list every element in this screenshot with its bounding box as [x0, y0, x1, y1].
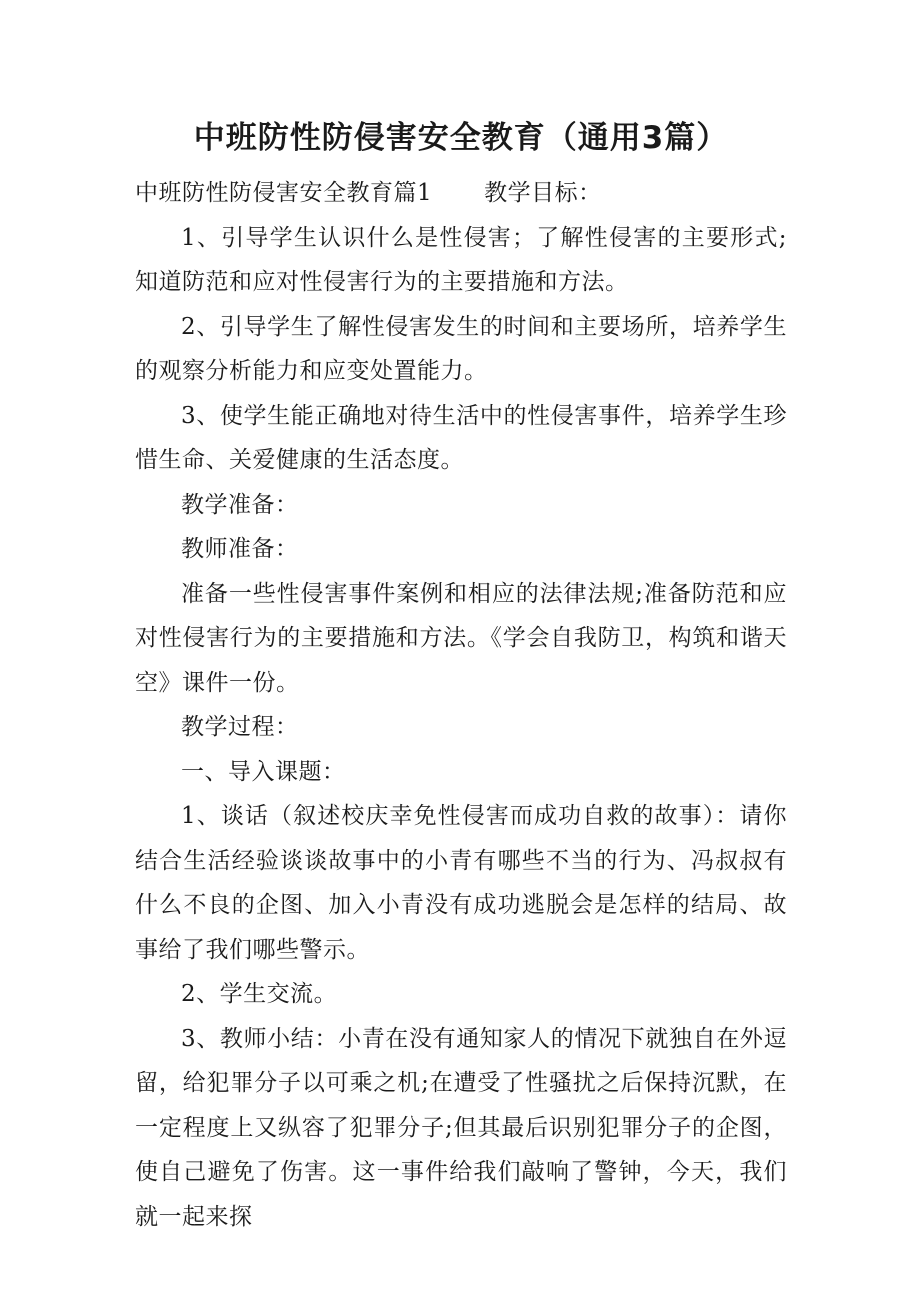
- objective-1: 1、引导学生认识什么是性侵害；了解性侵害的主要形式;知道防范和应对性侵害行为的主要措施和方法。: [135, 224, 787, 295]
- process-step-3: 3、教师小结：小青在没有通知家人的情况下就独自在外逗留，给犯罪分子以可乘之机;在遭受了性骚扰之后保持沉默，在一定程度上又纵容了犯罪分子;但其最后识别犯罪分子的企图，使自己避免了伤害。这一事件给我们敲响了警钟，今天，我们就一起来探: [135, 1025, 787, 1230]
- document-title: 中班防性防侵害安全教育（通用3篇）: [193, 120, 729, 156]
- document-body: [135, 171, 787, 1239]
- teaching-process-label: 教学过程：: [181, 714, 299, 740]
- section-heading: 中班防性防侵害安全教育篇1: [135, 180, 433, 206]
- teaching-prep-label: 教学准备：: [181, 491, 299, 518]
- objectives-label: 教学目标：: [484, 180, 602, 206]
- objective-2: 2、引导学生了解性侵害发生的时间和主要场所，培养学生的观察分析能力和应变处置能力。: [135, 313, 787, 384]
- teacher-prep-label: 教师准备：: [181, 536, 299, 562]
- process-step-2: 2、学生交流。: [181, 981, 338, 1007]
- section-heading-line: [135, 171, 787, 216]
- teacher-prep-content: 准备一些性侵害事件案例和相应的法律法规;准备防范和应对性侵害行为的主要措施和方法。《学会自我防卫，构筑和谐天空》课件一份。: [135, 580, 787, 696]
- intro-heading: 一、导入课题：: [181, 758, 346, 785]
- process-step-1: 1、谈话（叙述校庆幸免性侵害而成功自救的故事）：请你结合生活经验谈谈故事中的小青有哪些不当的行为、冯叔叔有什么不良的企图、加入小青没有成功逃脱会是怎样的结局、故事给了我们哪些警示。: [135, 803, 787, 963]
- objective-3: 3、使学生能正确地对待生活中的性侵害事件，培养学生珍惜生命、关爱健康的生活态度。: [135, 402, 787, 473]
